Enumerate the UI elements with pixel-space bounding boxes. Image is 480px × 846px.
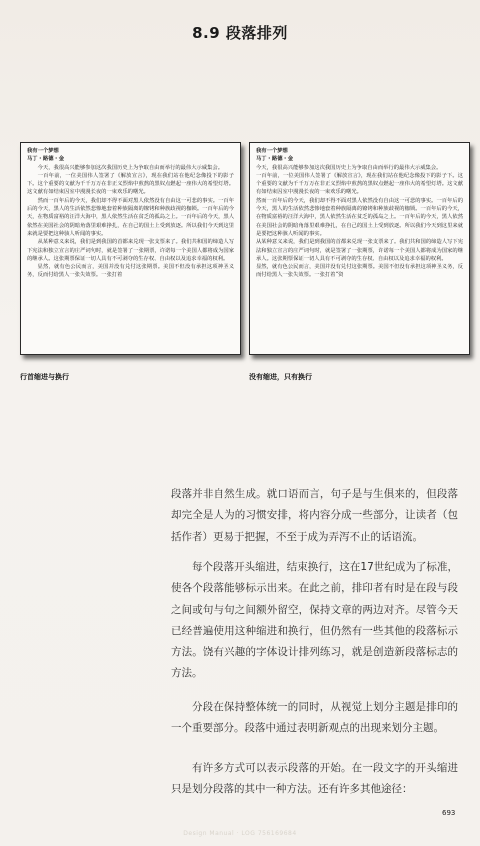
- sample-heading-title: 我有一个梦想: [27, 148, 59, 154]
- body-paragraph-text: 每个段落开头缩进，结束换行，这在17世纪成为了标准，使各个段落能够标示出来。在此之前，排印者有时是在段与段之间或句与句之间额外留空，保持文章的两边对齐。尽管今天已经普遍使用这种缩进和换行，但仍然有一些其他的段落标示方法。饶有兴趣的字体设计排列练习，就是创造新段落标志的方法。: [171, 561, 458, 680]
- sample-paragraph: 今天，我很高兴能够参加这次我国历史上为争取自由而举行的最伟大示威集会。: [37, 164, 223, 171]
- sample-paragraph: 从某种意义来说，我们是到我国的首都来兑现一张支票来了。我们共和国的缔造人写下宪法和独立宣言的庄严词句时，就是签署了一张期票，许诺每一个美国人都将成为国家的继承人。这张期票保证一切人具有不可剥夺的生存权、自由权以及追求幸福的权利。: [27, 239, 234, 262]
- caption-right: 没有缩进，只有换行: [249, 373, 312, 381]
- sample-paragraph: 然而一百年后的今天，我们却不得不面对黑人依然没有自由这一可悲的事实。一百年后的今天，黑人的生活依然悲惨地套着种族隔离的镣铐和种族歧视的枷锁。一百年后的今天，在物质富裕的汪洋大海中，黑人依然生活在贫乏的孤岛之上。一百年后的今天，黑人依然在美国社会的阴暗角落里艰难挣扎，在自己的国土上受到放逐。所以我们今天到这里来就是要把这种骇人听闻的事实。: [27, 197, 234, 237]
- body-paragraph-3: [171, 697, 458, 740]
- sample-indent-and-linebreak: [20, 142, 241, 355]
- sample-paragraph: 显然，就有色公民而言，美国并没有兑付这张期票。美国不但没有承担这项神圣义务，反而付给黑人一张失效票。一张打着: [27, 264, 234, 279]
- body-paragraph-text: 分段在保持整体统一的同时，从视觉上划分主题是排印的一个重要部分。段落中通过表明新观点的出现来划分主题。: [171, 701, 458, 735]
- sample-paragraph: 从某种意义来说，我们是到我国的首都来兑现一张支票来了。我们共和国的缔造人写下宪法和独立宣言的庄严词句时，就是签署了一张期票，许诺每一个美国人都将成为国家的继承人。这张期票保证一切人具有不可剥夺的生存权、自由权以及追求幸福的权利。: [256, 239, 463, 262]
- caption-left: 行首缩进与换行: [20, 373, 69, 381]
- body-paragraph-text: 段落并非自然生成。就口语而言，句子是与生俱来的，但段落却完全是人为的习惯安排，将内容分成一些部分，让读者（包括作者）更易于把握，不至于成为弄泻不止的话语流。: [171, 488, 458, 543]
- watermark-text: Design Manual · LOG 756169684: [183, 830, 297, 837]
- sample-paragraph: 然而一百年后的今天，我们却不得不面对黑人依然没有自由这一可悲的事实。一百年后的今天，黑人的生活依然悲惨地套着种族隔离的镣铐和种族歧视的枷锁。一百年后的今天，在物质富裕的汪洋大海中，黑人依然生活在贫乏的孤岛之上。一百年后的今天，黑人依然在美国社会的阴暗角落里艰难挣扎，在自己的国土上受到放逐。所以我们今天到这里来就是要把这种骇人听闻的事实。: [256, 197, 463, 237]
- body-paragraph-text: 有许多方式可以表示段落的开始。在一段文字的开头缩进只是划分段落的其中一种方法。还有许多其他途径：: [171, 762, 458, 796]
- sample-linebreak-only: [249, 142, 470, 355]
- sample-paragraph: 显然，就有色公民而言，美国并没有兑付这张期票。美国不但没有承担这项神圣义务，反而付给黑人一张失效票。一张打着“资: [256, 264, 463, 279]
- sample-paragraph: 今天，我很高兴能够参加这次我国历史上为争取自由而举行的最伟大示威集会。: [256, 164, 442, 171]
- page-number: 693: [442, 809, 456, 817]
- sample-heading-author: 马丁・路德・金: [256, 156, 294, 163]
- body-paragraph-4: [171, 758, 458, 801]
- body-paragraph-1: [171, 484, 458, 548]
- sample-paragraph: 一百年前，一位美国伟人签署了《解放宣言》，现在我们站在他纪念像投下的影子下。这个重要的文献为千千万万在非正义烈焰中煎熬的黑奴点燃起一座伟大的希望灯塔。这文献有如结束囚室中漫漫长夜的一束欢乐的曙光。: [256, 172, 463, 196]
- section-title: 8.9 段落排列: [192, 24, 288, 42]
- sample-paragraph: 一百年前，一位美国伟人签署了《解放宣言》，现在我们站在他纪念像投下的影子下。这个重要的文献为千千万万在非正义烈焰中煎熬的黑奴点燃起一座伟大的希望灯塔。这文献有如结束囚室中漫漫长夜的一束欢乐的曙光。: [27, 172, 234, 196]
- sample-heading-author: 马丁・路德・金: [27, 156, 65, 163]
- body-paragraph-2: [171, 557, 458, 685]
- sample-heading-title: 我有一个梦想: [256, 148, 288, 154]
